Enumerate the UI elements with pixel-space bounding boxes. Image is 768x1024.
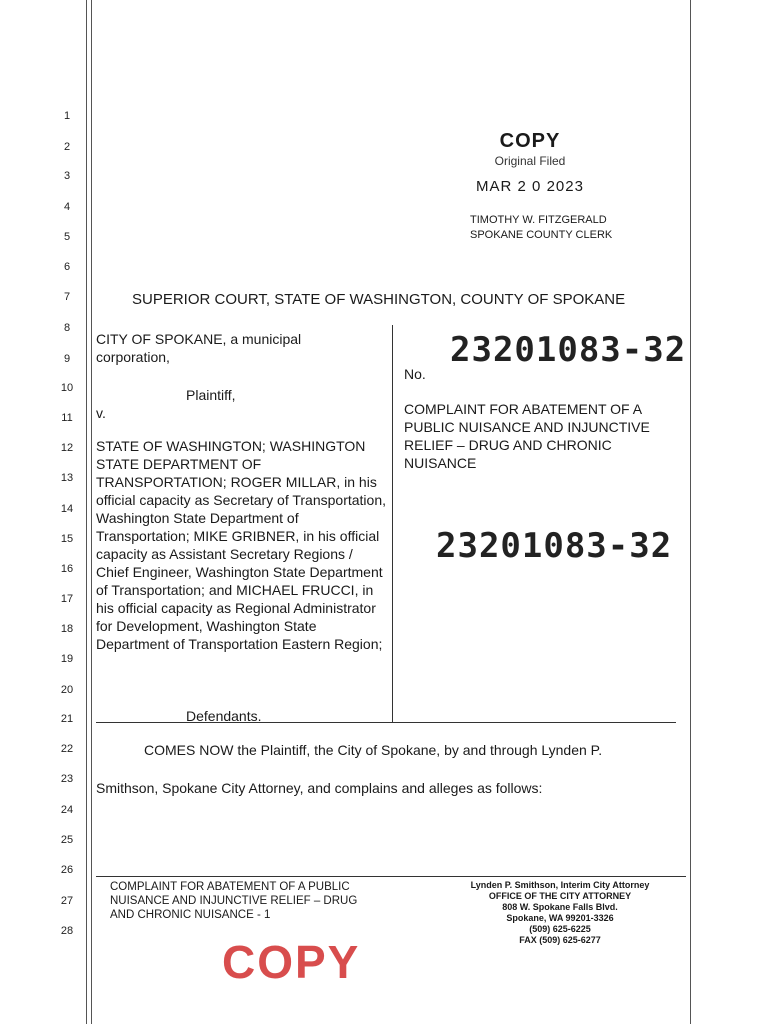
line-number: 9 bbox=[63, 353, 71, 365]
defendants-list: STATE OF WASHINGTON; WASHINGTON STATE DEPARTMENT OF TRANSPORTATION; ROGER MILLAR, in his official capacity as Secretary of Transportation, Washington State Department of Transportation; MIKE GRIBNER, in his official capacity as Assistant Secretary Regions / Chief Engineer, Washington State Department of Transportation; and MICHAEL FRUCCI, in his official capacity as Regional Administrator for Development, Washington State Department of Transportation Eastern Region; bbox=[96, 438, 386, 652]
line-number: 25 bbox=[60, 834, 74, 846]
filing-date: MAR 2 0 2023 bbox=[476, 178, 584, 195]
original-filed-label: Original Filed bbox=[494, 154, 566, 168]
body-line-2: Smithson, Spokane City Attorney, and complains and alleges as follows: bbox=[96, 780, 543, 796]
line-number: 5 bbox=[63, 231, 71, 243]
complaint-title: COMPLAINT FOR ABATEMENT OF A PUBLIC NUISANCE AND INJUNCTIVE RELIEF – DRUG AND CHRONIC NUISANCE bbox=[404, 401, 650, 471]
line-number: 1 bbox=[63, 110, 71, 122]
line-number: 11 bbox=[61, 412, 73, 424]
line-number: 17 bbox=[60, 593, 74, 605]
right-margin-rule bbox=[690, 0, 691, 1024]
line-number: 18 bbox=[60, 623, 74, 635]
footer-caption: COMPLAINT FOR ABATEMENT OF A PUBLIC NUISANCE AND INJUNCTIVE RELIEF – DRUG AND CHRONIC NUISANCE - 1 bbox=[110, 881, 358, 921]
line-number: 4 bbox=[63, 201, 71, 213]
plaintiff-name: CITY OF SPOKANE, a municipal corporation, bbox=[96, 331, 302, 365]
line-number: 8 bbox=[63, 322, 71, 334]
line-number: 16 bbox=[60, 563, 74, 575]
body-line-1: COMES NOW the Plaintiff, the City of Spokane, by and through Lynden P. bbox=[144, 742, 603, 758]
line-number: 27 bbox=[60, 895, 74, 907]
footer-rule bbox=[96, 876, 686, 877]
case-number-stamp-top: 23201083-32 bbox=[450, 330, 687, 370]
line-number: 2 bbox=[63, 141, 71, 153]
line-number: 15 bbox=[60, 533, 74, 545]
line-number: 10 bbox=[60, 382, 74, 394]
attorney-address-2: Spokane, WA 99201-3326 bbox=[506, 913, 614, 923]
attorney-phone: (509) 625-6225 bbox=[529, 924, 591, 934]
clerk-name: TIMOTHY W. FITZGERALD bbox=[470, 214, 607, 226]
versus: v. bbox=[96, 405, 106, 421]
left-margin-rule-1 bbox=[86, 0, 87, 1024]
line-number: 7 bbox=[63, 291, 71, 303]
attorney-name: Lynden P. Smithson, Interim City Attorney bbox=[470, 880, 650, 890]
caption-divider bbox=[392, 325, 393, 722]
line-number: 3 bbox=[63, 170, 71, 182]
line-number: 26 bbox=[60, 864, 74, 876]
line-number: 23 bbox=[60, 773, 74, 785]
clerk-block bbox=[470, 213, 640, 243]
line-number: 20 bbox=[60, 684, 74, 696]
case-number-label: No. bbox=[404, 366, 426, 382]
line-number: 28 bbox=[60, 925, 74, 937]
attorney-block bbox=[440, 880, 680, 946]
line-number: 14 bbox=[60, 503, 74, 515]
case-number-stamp: 23201083-32 bbox=[436, 526, 673, 566]
left-margin-rule-2 bbox=[91, 0, 92, 1024]
plaintiff-role: Plaintiff, bbox=[186, 387, 236, 403]
line-number: 6 bbox=[63, 261, 71, 273]
defendants-role: Defendants. bbox=[186, 708, 262, 724]
court-title: SUPERIOR COURT, STATE OF WASHINGTON, COUNTY OF SPOKANE bbox=[132, 291, 626, 308]
attorney-address-1: 808 W. Spokane Falls Blvd. bbox=[502, 902, 618, 912]
line-number: 24 bbox=[60, 804, 74, 816]
red-copy-stamp: COPY bbox=[222, 936, 361, 988]
clerk-office: SPOKANE COUNTY CLERK bbox=[470, 229, 613, 241]
line-number: 13 bbox=[60, 472, 74, 484]
line-number: 19 bbox=[60, 653, 74, 665]
line-number: 22 bbox=[60, 743, 74, 755]
attorney-fax: FAX (509) 625-6277 bbox=[519, 935, 601, 945]
attorney-office: OFFICE OF THE CITY ATTORNEY bbox=[488, 891, 632, 901]
copy-stamp-label: COPY bbox=[499, 130, 561, 152]
line-number: 21 bbox=[60, 713, 74, 725]
line-number: 12 bbox=[60, 442, 74, 454]
